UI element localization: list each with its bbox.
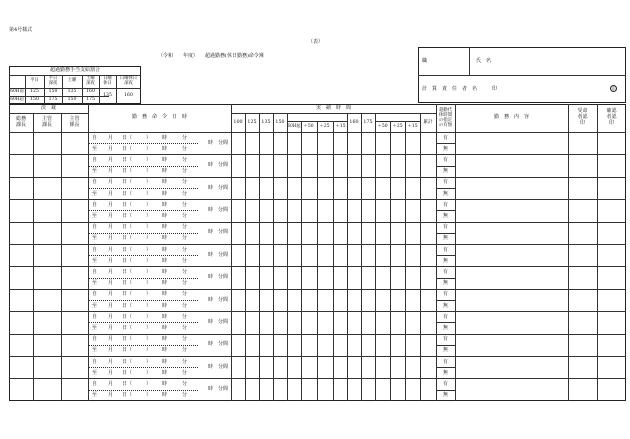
row-paren: ） xyxy=(146,179,152,186)
row-day: 日（ xyxy=(122,179,133,186)
row-day: 日（ xyxy=(122,358,133,365)
row-duration: 時 分間 xyxy=(208,341,229,348)
row-half-line-yn xyxy=(436,345,455,346)
row-hour: 時 xyxy=(162,268,168,275)
row-half-line-yn xyxy=(436,143,455,144)
row-day: 日（ xyxy=(122,302,133,309)
row-minute: 分 xyxy=(182,201,188,208)
row-minute: 分 xyxy=(182,302,188,309)
manager-label: 計 算 責 任 者 名 xyxy=(422,86,478,92)
extra-col-line xyxy=(317,121,318,401)
row-duration: 時 分間 xyxy=(208,318,229,325)
row-from-to: 自 xyxy=(92,224,98,231)
row-day: 日（ xyxy=(122,291,133,298)
row-duration: 時 分間 xyxy=(208,229,229,236)
row-month: 月 xyxy=(108,235,114,242)
row-hour: 時 xyxy=(162,190,168,197)
order-header: 勤 務 命 令 日 時 xyxy=(131,114,187,121)
rate-header: 175 xyxy=(363,119,373,125)
row-duration: 時 分間 xyxy=(208,251,229,258)
row-hour: 時 xyxy=(162,358,168,365)
row-minute: 分 xyxy=(182,156,188,163)
row-day: 日（ xyxy=(122,190,133,197)
row-from-to: 自 xyxy=(92,336,98,343)
row-no: 無 xyxy=(443,302,449,309)
row-no: 無 xyxy=(443,212,449,219)
approval-title: 決 裁 xyxy=(40,104,56,111)
row-from-to: 至 xyxy=(92,190,98,197)
row-minute: 分 xyxy=(182,235,188,242)
row-hour: 時 xyxy=(162,145,168,152)
allowance-row-label: 60H前 xyxy=(10,88,24,94)
extra2-col-line xyxy=(390,121,391,401)
name-label: 氏 名 xyxy=(476,58,492,64)
row-paren: ） xyxy=(146,336,152,343)
row-minute: 分 xyxy=(182,358,188,365)
row-minute: 分 xyxy=(182,380,188,387)
row-paren: ） xyxy=(146,235,152,242)
row-hour: 時 xyxy=(162,302,168,309)
row-half-line xyxy=(88,166,198,167)
row-no: 無 xyxy=(443,324,449,331)
extra-col-line xyxy=(301,121,302,401)
row-day: 日（ xyxy=(122,145,133,152)
row-hour: 時 xyxy=(162,369,168,376)
receiver-header: 受命 者認 印 xyxy=(577,108,588,126)
row-half-line xyxy=(88,345,198,346)
row-from-to: 至 xyxy=(92,369,98,376)
row-minute: 分 xyxy=(182,347,188,354)
row-month: 月 xyxy=(108,369,114,376)
rate-header: 150 xyxy=(275,119,285,125)
row-month: 月 xyxy=(108,291,114,298)
row-day: 日（ xyxy=(122,347,133,354)
row-hour: 時 xyxy=(162,212,168,219)
row-hour: 時 xyxy=(162,347,168,354)
row-minute: 分 xyxy=(182,324,188,331)
extra-header: ＋25 xyxy=(319,123,330,129)
row-minute: 分 xyxy=(182,168,188,175)
row-minute: 分 xyxy=(182,145,188,152)
extra2-header: ＋50 xyxy=(377,123,388,129)
row-day: 日（ xyxy=(122,257,133,264)
row-from-to: 自 xyxy=(92,291,98,298)
row-minute: 分 xyxy=(182,291,188,298)
row-paren: ） xyxy=(146,257,152,264)
row-paren: ） xyxy=(146,347,152,354)
rate-col-line xyxy=(245,113,246,401)
row-duration: 時 分間 xyxy=(208,386,229,393)
confirm-header: 確認 者認 印 xyxy=(606,108,617,126)
rate-col-line xyxy=(375,113,376,401)
row-duration: 時 分間 xyxy=(208,139,229,146)
allowance-header: 日曜休日 深夜 xyxy=(119,75,138,86)
allowance-title: 超過勤務手当支給割合 xyxy=(49,66,100,73)
row-half-line xyxy=(88,300,198,301)
row-month: 月 xyxy=(108,302,114,309)
allowance-row-label: 60H超 xyxy=(10,96,24,102)
title-reiwa: （令和 xyxy=(158,53,174,59)
row-hour: 時 xyxy=(162,179,168,186)
row-paren: ） xyxy=(146,392,152,399)
row-half-line-yn xyxy=(436,278,455,279)
row-day: 日（ xyxy=(122,224,133,231)
row-day: 日（ xyxy=(122,212,133,219)
row-yes: 有 xyxy=(443,291,449,298)
extra2-header: ＋15 xyxy=(407,123,418,129)
row-day: 日（ xyxy=(122,369,133,376)
row-hour: 時 xyxy=(162,224,168,231)
row-paren: ） xyxy=(146,145,152,152)
row-day: 日（ xyxy=(122,392,133,399)
row-paren: ） xyxy=(146,369,152,376)
allowance-value: 125 xyxy=(30,89,39,95)
rate-col-line xyxy=(273,113,274,401)
row-from-to: 至 xyxy=(92,392,98,399)
row-yes: 有 xyxy=(443,313,449,320)
row-paren: ） xyxy=(146,302,152,309)
row-no: 無 xyxy=(443,235,449,242)
row-from-to: 至 xyxy=(92,280,98,287)
row-yes: 有 xyxy=(443,201,449,208)
row-line xyxy=(9,289,626,290)
row-duration: 時 分間 xyxy=(208,206,229,213)
seal-icon: 印 xyxy=(611,85,616,91)
row-paren: ） xyxy=(146,380,152,387)
row-day: 日（ xyxy=(122,324,133,331)
title-year: 年度） xyxy=(183,53,199,59)
row-yes: 有 xyxy=(443,358,449,365)
front-label: （表） xyxy=(308,39,324,45)
rate-col-line xyxy=(259,113,260,401)
row-minute: 分 xyxy=(182,313,188,320)
row-half-line xyxy=(88,210,198,211)
row-minute: 分 xyxy=(182,134,188,141)
row-half-line xyxy=(88,188,198,189)
row-half-line-yn xyxy=(436,367,455,368)
row-minute: 分 xyxy=(182,224,188,231)
page-title: 超過勤務(休日勤務)命令簿 xyxy=(205,53,264,59)
row-line xyxy=(9,356,626,357)
row-month: 月 xyxy=(108,134,114,141)
row-half-line-yn xyxy=(436,166,455,167)
over60-header: 60H超 xyxy=(287,123,301,129)
row-day: 日（ xyxy=(122,235,133,242)
row-half-line-yn xyxy=(436,255,455,256)
row-month: 月 xyxy=(108,280,114,287)
allowance-value: 135 xyxy=(103,93,112,99)
row-yes: 有 xyxy=(443,268,449,275)
row-paren: ） xyxy=(146,324,152,331)
row-hour: 時 xyxy=(162,156,168,163)
row-hour: 時 xyxy=(162,380,168,387)
row-from-to: 至 xyxy=(92,347,98,354)
row-minute: 分 xyxy=(182,212,188,219)
row-half-line xyxy=(88,322,198,323)
row-hour: 時 xyxy=(162,291,168,298)
row-month: 月 xyxy=(108,224,114,231)
row-month: 月 xyxy=(108,156,114,163)
row-minute: 分 xyxy=(182,246,188,253)
approval-col-1: 総務 課長 xyxy=(15,115,26,128)
row-half-line-yn xyxy=(436,210,455,211)
row-from-to: 自 xyxy=(92,268,98,275)
row-hour: 時 xyxy=(162,313,168,320)
row-no: 無 xyxy=(443,257,449,264)
row-month: 月 xyxy=(108,145,114,152)
row-day: 日（ xyxy=(122,168,133,175)
rate-col-line xyxy=(361,113,362,401)
row-half-line xyxy=(88,278,198,279)
results-title: 実 績 時 間 xyxy=(315,104,351,111)
row-half-line xyxy=(88,390,198,391)
rate-header: 160 xyxy=(349,119,359,125)
row-from-to: 至 xyxy=(92,212,98,219)
row-line xyxy=(9,334,626,335)
row-from-to: 自 xyxy=(92,358,98,365)
row-hour: 時 xyxy=(162,257,168,264)
allowance-header: 土曜 xyxy=(67,78,77,84)
row-month: 月 xyxy=(108,168,114,175)
rate-col-line xyxy=(420,113,421,401)
row-from-to: 自 xyxy=(92,179,98,186)
row-yes: 有 xyxy=(443,224,449,231)
rate-header: 125 xyxy=(247,119,257,125)
approval-col-3: 主管 係長 xyxy=(69,115,80,128)
over60-line xyxy=(287,121,347,122)
row-duration: 時 分間 xyxy=(208,363,229,370)
row-no: 無 xyxy=(443,168,449,175)
row-line xyxy=(9,177,626,178)
row-hour: 時 xyxy=(162,201,168,208)
rate-col-line xyxy=(347,113,348,401)
dept-label: 職 xyxy=(422,58,428,64)
row-half-line xyxy=(88,255,198,256)
row-paren: ） xyxy=(146,291,152,298)
row-duration: 時 分間 xyxy=(208,184,229,191)
row-half-line-yn xyxy=(436,322,455,323)
row-day: 日（ xyxy=(122,156,133,163)
row-minute: 分 xyxy=(182,336,188,343)
approval-col-2: 主管 課長 xyxy=(41,115,52,128)
row-month: 月 xyxy=(108,392,114,399)
row-day: 日（ xyxy=(122,134,133,141)
row-yes: 有 xyxy=(443,336,449,343)
row-half-line xyxy=(88,367,198,368)
row-duration: 時 分間 xyxy=(208,296,229,303)
row-month: 月 xyxy=(108,336,114,343)
form-label: 第4号様式 xyxy=(9,27,33,33)
row-no: 無 xyxy=(443,145,449,152)
row-month: 月 xyxy=(108,324,114,331)
row-from-to: 自 xyxy=(92,380,98,387)
extra-header: ＋50 xyxy=(303,123,314,129)
allowance-value: 150 xyxy=(67,97,77,103)
row-hour: 時 xyxy=(162,336,168,343)
row-duration: 時 分間 xyxy=(208,162,229,169)
extra-col-line xyxy=(333,121,334,401)
allowance-value: 150 xyxy=(30,97,39,103)
row-from-to: 自 xyxy=(92,246,98,253)
row-half-line xyxy=(88,143,198,144)
row-paren: ） xyxy=(146,212,152,219)
allowance-header: 平日 深夜 xyxy=(48,75,58,86)
row-day: 日（ xyxy=(122,280,133,287)
row-line xyxy=(9,378,626,379)
row-paren: ） xyxy=(146,134,152,141)
row-line xyxy=(9,311,626,312)
rate-header: 135 xyxy=(261,119,271,125)
rate-col-line xyxy=(287,113,288,401)
row-half-line-yn xyxy=(436,233,455,234)
allowance-value: 175 xyxy=(86,97,95,103)
row-paren: ） xyxy=(146,201,152,208)
row-half-line-yn xyxy=(436,390,455,391)
row-hour: 時 xyxy=(162,168,168,175)
row-hour: 時 xyxy=(162,246,168,253)
row-yes: 有 xyxy=(443,380,449,387)
row-hour: 時 xyxy=(162,280,168,287)
row-day: 日（ xyxy=(122,201,133,208)
row-no: 無 xyxy=(443,369,449,376)
allowance-value: 175 xyxy=(48,97,58,103)
row-from-to: 至 xyxy=(92,324,98,331)
row-minute: 分 xyxy=(182,190,188,197)
row-day: 日（ xyxy=(122,380,133,387)
row-from-to: 自 xyxy=(92,156,98,163)
allowance-value: 160 xyxy=(86,89,95,95)
row-from-to: 至 xyxy=(92,302,98,309)
allowance-header: 土曜 深夜 xyxy=(86,75,95,86)
row-day: 日（ xyxy=(122,268,133,275)
manager-seal-label: 印 xyxy=(492,86,498,92)
row-month: 月 xyxy=(108,313,114,320)
row-yes: 有 xyxy=(443,134,449,141)
row-yes: 有 xyxy=(443,156,449,163)
allowance-header: 日曜 休日 xyxy=(103,75,112,86)
row-minute: 分 xyxy=(182,369,188,376)
row-line xyxy=(9,154,626,155)
row-day: 日（ xyxy=(122,313,133,320)
extra-header: ＋15 xyxy=(335,123,346,129)
work-content-header: 勤 務 内 容 xyxy=(493,114,529,121)
row-from-to: 自 xyxy=(92,134,98,141)
row-minute: 分 xyxy=(182,257,188,264)
row-month: 月 xyxy=(108,358,114,365)
allowance-value: 150 xyxy=(48,89,58,95)
row-no: 無 xyxy=(443,280,449,287)
row-yes: 有 xyxy=(443,179,449,186)
row-hour: 時 xyxy=(162,134,168,141)
row-month: 月 xyxy=(108,190,114,197)
row-minute: 分 xyxy=(182,268,188,275)
row-month: 月 xyxy=(108,201,114,208)
row-half-line xyxy=(88,233,198,234)
row-month: 月 xyxy=(108,257,114,264)
row-month: 月 xyxy=(108,212,114,219)
row-paren: ） xyxy=(146,168,152,175)
row-yes: 有 xyxy=(443,246,449,253)
row-from-to: 至 xyxy=(92,168,98,175)
row-from-to: 至 xyxy=(92,235,98,242)
row-from-to: 自 xyxy=(92,201,98,208)
instead-header: 超勤代 休時間 の指定 の有無 xyxy=(438,107,453,129)
row-hour: 時 xyxy=(162,392,168,399)
row-from-to: 自 xyxy=(92,313,98,320)
rate-header: 100 xyxy=(233,119,243,125)
row-hour: 時 xyxy=(162,235,168,242)
row-line xyxy=(9,199,626,200)
row-no: 無 xyxy=(443,347,449,354)
row-line xyxy=(9,266,626,267)
row-day: 日（ xyxy=(122,336,133,343)
extras2-line xyxy=(375,121,420,122)
row-month: 月 xyxy=(108,268,114,275)
row-from-to: 至 xyxy=(92,257,98,264)
row-half-line-yn xyxy=(436,188,455,189)
row-from-to: 至 xyxy=(92,145,98,152)
extra2-col-line xyxy=(405,121,406,401)
row-minute: 分 xyxy=(182,280,188,287)
row-minute: 分 xyxy=(182,179,188,186)
row-paren: ） xyxy=(146,268,152,275)
row-hour: 時 xyxy=(162,324,168,331)
row-month: 月 xyxy=(108,179,114,186)
row-line xyxy=(9,244,626,245)
row-minute: 分 xyxy=(182,392,188,399)
allowance-header: 平日 xyxy=(30,78,39,84)
row-month: 月 xyxy=(108,380,114,387)
row-paren: ） xyxy=(146,246,152,253)
row-day: 日（ xyxy=(122,246,133,253)
row-line xyxy=(9,222,626,223)
allowance-value: 135 xyxy=(67,89,77,95)
row-paren: ） xyxy=(146,224,152,231)
row-duration: 時 分間 xyxy=(208,274,229,281)
row-paren: ） xyxy=(146,156,152,163)
row-half-line-yn xyxy=(436,300,455,301)
row-paren: ） xyxy=(146,313,152,320)
allowance-value: 160 xyxy=(124,93,133,99)
row-no: 無 xyxy=(443,392,449,399)
row-paren: ） xyxy=(146,190,152,197)
row-paren: ） xyxy=(146,358,152,365)
row-no: 無 xyxy=(443,190,449,197)
extra2-header: ＋25 xyxy=(392,123,403,129)
row-month: 月 xyxy=(108,246,114,253)
row-paren: ） xyxy=(146,280,152,287)
total-header: 累計 xyxy=(423,119,433,125)
row-month: 月 xyxy=(108,347,114,354)
